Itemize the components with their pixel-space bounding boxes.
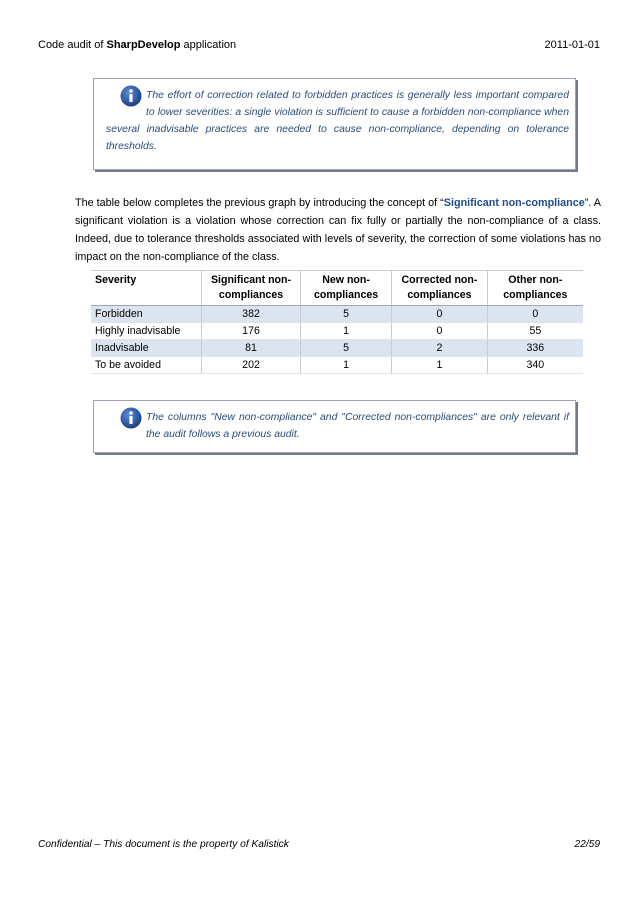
significant-term: Significant non-compliance bbox=[443, 197, 585, 209]
info-note-effort bbox=[93, 78, 576, 170]
info-note-columns bbox=[93, 400, 576, 453]
body-paragraph: The table below completes the previous graph by introducing the concept of “Significant non-compliance”. A significant violation is a violation whose correction can fix fully or partially the non-compliance of a class. Indeed, due to tolerance thresholds associated with levels of severity, the correction of some violations has no impact on the non-compliance of the class. bbox=[75, 197, 602, 263]
note-text: The columns "New non-compliance" and "Corrected non-compliances" are only relevant if the audit follows a previous audit. bbox=[146, 412, 569, 440]
note-text: The effort of correction related to forbidden practices is generally less important compared to lower severities: a single violation is sufficient to cause a forbidden non-compliance when several inadvisable practices are needed to cause non-compliance, depending on tolerance thresholds. bbox=[106, 90, 569, 152]
table-header-row bbox=[91, 271, 583, 306]
col-new: New non-compliances bbox=[300, 271, 391, 306]
info-icon bbox=[120, 407, 142, 429]
confidential-notice: Confidential – This document is the property of Kalistick bbox=[38, 839, 289, 850]
page-header bbox=[38, 39, 600, 51]
severity-table bbox=[91, 270, 583, 374]
page-footer bbox=[38, 839, 600, 850]
document-date: 2011-01-01 bbox=[544, 39, 600, 51]
col-other: Other non-compliances bbox=[487, 271, 583, 306]
table-row: To be avoided 202 1 1 340 bbox=[91, 357, 583, 374]
table-row: Inadvisable 81 5 2 336 bbox=[91, 340, 583, 357]
document-title: Code audit of SharpDevelop application bbox=[38, 39, 237, 51]
col-corrected: Corrected non-compliances bbox=[392, 271, 487, 306]
page-number: 22/59 bbox=[574, 839, 600, 850]
col-severity: Severity bbox=[91, 271, 202, 306]
table-row: Highly inadvisable 176 1 0 55 bbox=[91, 323, 583, 340]
table-row: Forbidden 382 5 0 0 bbox=[91, 306, 583, 323]
col-significant: Significant non-compliances bbox=[202, 271, 301, 306]
info-icon bbox=[120, 85, 142, 107]
